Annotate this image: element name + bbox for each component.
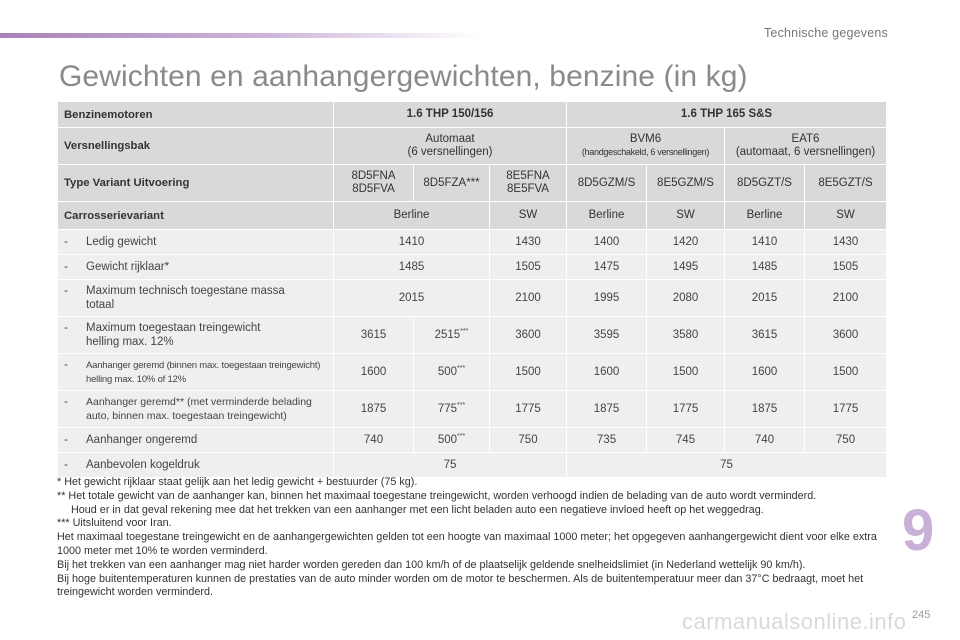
body-cell: Berline bbox=[567, 202, 647, 230]
gearbox-line: (handgeschakeld, 6 versnellingen) bbox=[581, 147, 710, 157]
value-cell: 3600 bbox=[805, 317, 887, 354]
value-cell: 1430 bbox=[490, 230, 567, 255]
value-cell: 1875 bbox=[567, 391, 647, 428]
engines-row bbox=[58, 102, 887, 128]
type-line: 8E5FVA bbox=[507, 183, 549, 195]
row-dash: - bbox=[64, 459, 68, 471]
footnotes bbox=[57, 476, 897, 600]
value-cell: 745 bbox=[647, 428, 725, 453]
value-cell: 740 bbox=[725, 428, 805, 453]
gearbox-eat6 bbox=[725, 128, 887, 165]
value-text: 500 bbox=[437, 434, 457, 446]
gearbox-bvm6 bbox=[567, 128, 725, 165]
footnote: * Het gewicht rijklaar staat gelijk aan het ledig gewicht + bestuurder (75 kg). bbox=[57, 476, 418, 488]
engine-header-1: 1.6 THP 150/156 bbox=[334, 102, 567, 128]
type-label: Type Variant Uitvoering bbox=[58, 165, 334, 202]
weights-table bbox=[57, 101, 887, 478]
watermark: carmanualsonline.info bbox=[682, 609, 907, 634]
value-cell: 1775 bbox=[805, 391, 887, 428]
row-label-text: helling max. 10% of 12% bbox=[86, 373, 186, 385]
row-label bbox=[58, 280, 334, 317]
value-cell: 1875 bbox=[725, 391, 805, 428]
type-cell bbox=[805, 165, 887, 202]
value-cell: 1400 bbox=[567, 230, 647, 255]
row-dash: - bbox=[64, 236, 68, 248]
value-cell: 1485 bbox=[725, 255, 805, 280]
row-dash: - bbox=[64, 434, 68, 446]
row-label-text: helling max. 12% bbox=[86, 336, 174, 348]
value-cell: 1875 bbox=[334, 391, 414, 428]
type-cell bbox=[567, 165, 647, 202]
body-cell: SW bbox=[805, 202, 887, 230]
table-row bbox=[58, 255, 887, 280]
row-label-text: Aanhanger geremd** (met verminderde belading bbox=[86, 396, 312, 408]
value-cell: 1495 bbox=[647, 255, 725, 280]
chapter-number: 9 bbox=[902, 498, 935, 563]
value-cell: 2100 bbox=[490, 280, 567, 317]
value-cell: 2015 bbox=[334, 280, 490, 317]
row-dash: - bbox=[64, 285, 68, 297]
row-label bbox=[58, 391, 334, 428]
value-cell bbox=[414, 317, 490, 354]
value-cell: 1430 bbox=[805, 230, 887, 255]
type-line: 8E5GZM/S bbox=[657, 176, 714, 189]
value-cell: 1500 bbox=[490, 354, 567, 391]
value-cell: 1410 bbox=[334, 230, 490, 255]
row-label-text: Aanhanger ongeremd bbox=[86, 434, 198, 446]
value-text: 2515 bbox=[434, 329, 461, 341]
row-label bbox=[58, 255, 334, 280]
value-cell bbox=[414, 391, 490, 428]
section-label: Technische gegevens bbox=[763, 26, 888, 40]
value-cell: 1505 bbox=[805, 255, 887, 280]
type-line: 8E5GZT/S bbox=[818, 176, 873, 189]
gearbox-automaat bbox=[334, 128, 567, 165]
type-cell bbox=[490, 165, 567, 202]
row-label-text: Aanbevolen kogeldruk bbox=[86, 459, 200, 471]
value-text: 775 bbox=[437, 403, 457, 415]
value-cell: 1600 bbox=[567, 354, 647, 391]
row-label-text: auto, binnen max. toegestaan treingewicht) bbox=[86, 410, 287, 422]
type-cell bbox=[647, 165, 725, 202]
note-paragraph: Bij hoge buitentemperaturen kunnen de prestaties van de auto minder worden om de motor te beschermen. Als de buitentemperatuur meer dan 37°C bedraagt, moet het treingewicht worden verminderd. bbox=[57, 572, 864, 599]
gearbox-line: BVM6 bbox=[629, 133, 662, 145]
row-label-text: Gewicht rijklaar* bbox=[86, 261, 170, 273]
value-cell: 750 bbox=[490, 428, 567, 453]
footnote: *** Uitsluitend voor Iran. bbox=[57, 517, 172, 530]
type-line: 8D5FVA bbox=[352, 183, 395, 195]
type-line: 8D5FZA*** bbox=[423, 176, 480, 189]
gearbox-line: EAT6 bbox=[791, 133, 820, 145]
row-dash: - bbox=[64, 396, 68, 408]
table-row bbox=[58, 280, 887, 317]
value-cell: 1600 bbox=[725, 354, 805, 391]
gearbox-line: Automaat bbox=[425, 133, 475, 145]
row-label bbox=[58, 354, 334, 391]
value-cell: 2100 bbox=[805, 280, 887, 317]
engines-label: Benzinemotoren bbox=[58, 102, 334, 128]
value-cell: 75 bbox=[334, 453, 567, 478]
body-label: Carrosserievariant bbox=[58, 202, 334, 230]
value-cell: 1485 bbox=[334, 255, 490, 280]
row-dash: - bbox=[64, 322, 68, 334]
value-cell: 3595 bbox=[567, 317, 647, 354]
footnote: Houd er in dat geval rekening mee dat het trekken van een aanhanger met een licht beladen auto een negatieve invloed heeft op het weggedrag. bbox=[71, 503, 764, 516]
value-cell: 2080 bbox=[647, 280, 725, 317]
value-cell: 75 bbox=[567, 453, 887, 478]
value-cell: 2015 bbox=[725, 280, 805, 317]
value-cell: 1600 bbox=[334, 354, 414, 391]
body-cell: SW bbox=[647, 202, 725, 230]
row-label-text: Maximum technisch toegestane massa bbox=[86, 285, 285, 297]
row-label bbox=[58, 317, 334, 354]
table-row bbox=[58, 230, 887, 255]
value-cell: 1995 bbox=[567, 280, 647, 317]
gearbox-line: (automaat, 6 versnellingen) bbox=[735, 146, 876, 158]
engine-header-2: 1.6 THP 165 S&S bbox=[567, 102, 887, 128]
value-cell: 1410 bbox=[725, 230, 805, 255]
value-cell: 1500 bbox=[805, 354, 887, 391]
table-row bbox=[58, 354, 887, 391]
body-cell: Berline bbox=[334, 202, 490, 230]
footnote-mark: *** bbox=[457, 433, 466, 440]
type-line: 8D5GZT/S bbox=[737, 176, 792, 189]
row-dash: - bbox=[64, 358, 68, 371]
value-cell: 3580 bbox=[647, 317, 725, 354]
row-label bbox=[58, 230, 334, 255]
body-cell: SW bbox=[490, 202, 567, 230]
type-cell bbox=[725, 165, 805, 202]
value-cell: 750 bbox=[805, 428, 887, 453]
body-row bbox=[58, 202, 887, 230]
note-paragraph: Het maximaal toegestane treingewicht en de aanhangergewichten gelden tot een hoogte van maximaal 1000 meter; het opgegeven aanhangergewicht dient voor elke extra 1000 meter met 10% te worden verminderd. bbox=[57, 531, 877, 557]
row-label bbox=[58, 453, 334, 478]
row-dash: - bbox=[64, 261, 68, 273]
value-cell: 740 bbox=[334, 428, 414, 453]
table-row bbox=[58, 428, 887, 453]
row-label-text: Aanhanger geremd (binnen max. toegestaan treingewicht) bbox=[86, 359, 321, 371]
value-cell: 3600 bbox=[490, 317, 567, 354]
value-cell: 735 bbox=[567, 428, 647, 453]
type-line: 8D5GZM/S bbox=[577, 176, 636, 189]
note-paragraph: Bij het trekken van een aanhanger mag niet harder worden gereden dan 100 km/h of de plaatselijk geldende snelheidslimiet (in Nederland wettelijk 90 km/h). bbox=[57, 558, 806, 571]
footnote-mark: *** bbox=[460, 328, 469, 335]
value-cell: 3615 bbox=[725, 317, 805, 354]
value-cell bbox=[414, 428, 490, 453]
table-row bbox=[58, 453, 887, 478]
row-label-text: Maximum toegestaan treingewicht bbox=[86, 322, 261, 334]
page-title: Gewichten en aanhangergewichten, benzine (in kg) bbox=[59, 60, 748, 93]
gearbox-label: Versnellingsbak bbox=[58, 128, 334, 165]
footnote-mark: *** bbox=[457, 365, 466, 372]
value-cell: 1775 bbox=[647, 391, 725, 428]
value-cell: 1505 bbox=[490, 255, 567, 280]
type-cell bbox=[414, 165, 490, 202]
value-text: 500 bbox=[437, 366, 457, 378]
footnote: ** Het totale gewicht van de aanhanger kan, binnen het maximaal toegestane treingewicht, worden verhoogd indien de belading van de auto wordt verminderd. bbox=[57, 489, 817, 502]
accent-bar bbox=[0, 33, 480, 38]
footnote-mark: *** bbox=[457, 402, 466, 409]
row-label bbox=[58, 428, 334, 453]
table-row bbox=[58, 391, 887, 428]
value-cell bbox=[414, 354, 490, 391]
value-cell: 1775 bbox=[490, 391, 567, 428]
type-row bbox=[58, 165, 887, 202]
value-cell: 3615 bbox=[334, 317, 414, 354]
row-label-text: Ledig gewicht bbox=[86, 236, 157, 248]
type-line: 8E5FNA bbox=[506, 170, 550, 182]
body-cell: Berline bbox=[725, 202, 805, 230]
value-cell: 1475 bbox=[567, 255, 647, 280]
value-cell: 1500 bbox=[647, 354, 725, 391]
table-row bbox=[58, 317, 887, 354]
value-cell: 1420 bbox=[647, 230, 725, 255]
row-label-text: totaal bbox=[86, 299, 115, 311]
gearbox-line: (6 versnellingen) bbox=[407, 146, 493, 158]
gearbox-row bbox=[58, 128, 887, 165]
type-line: 8D5FNA bbox=[351, 170, 396, 182]
page-number: 245 bbox=[912, 609, 931, 621]
type-cell bbox=[334, 165, 414, 202]
